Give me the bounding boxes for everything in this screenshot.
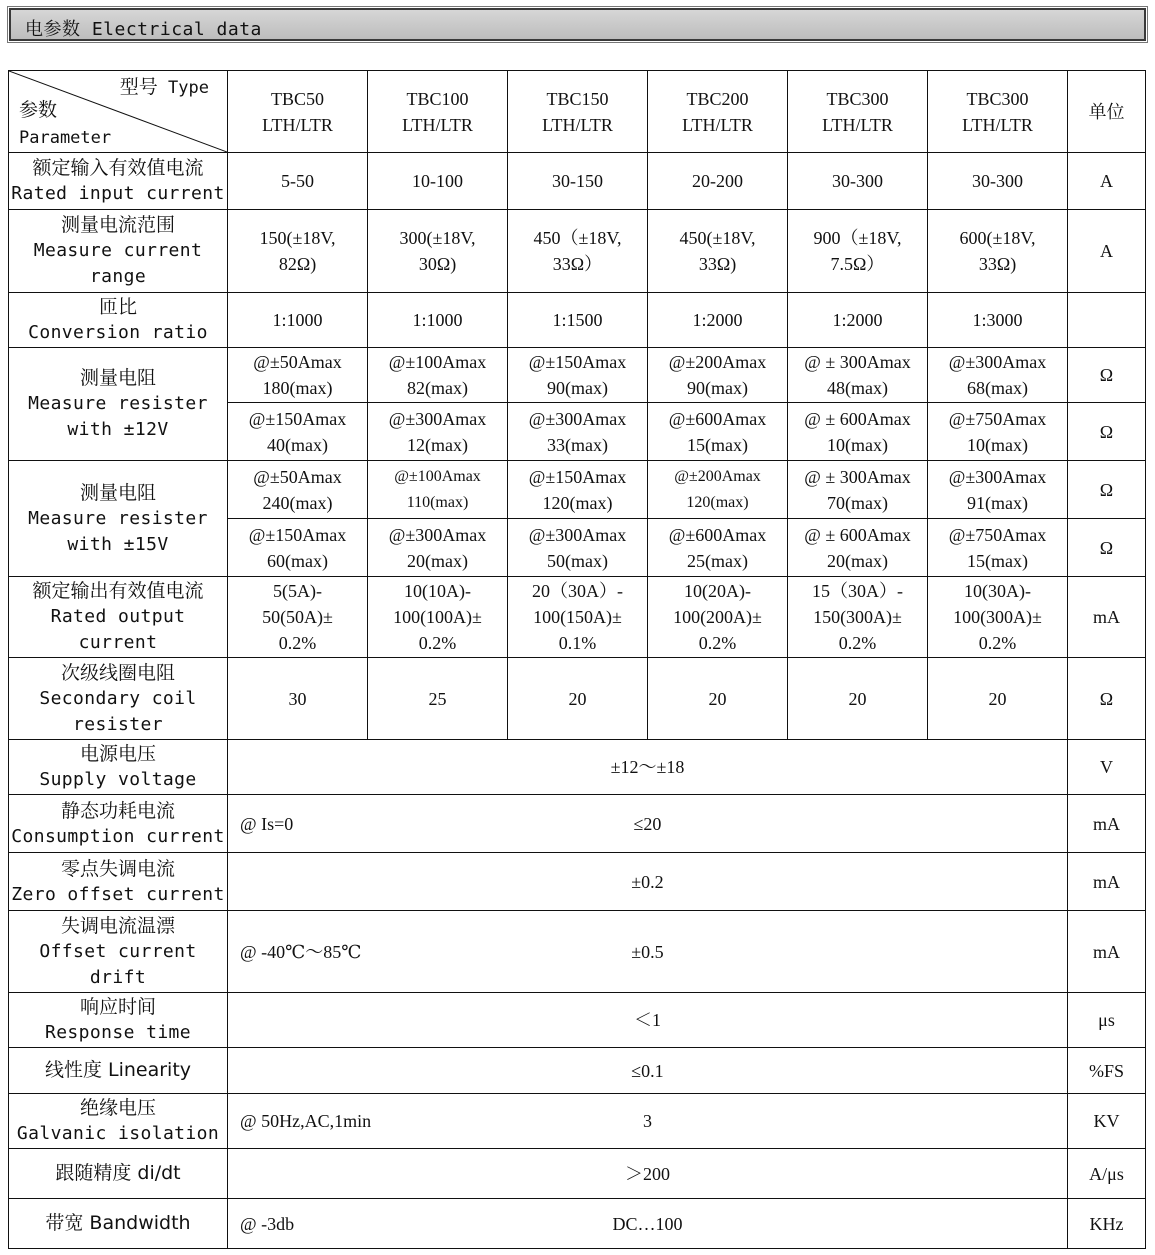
unit-cell: Ω xyxy=(1068,348,1146,403)
merged-value-cell: ＞200 xyxy=(228,1149,1068,1199)
unit-cell xyxy=(1068,293,1146,348)
header-corner-cell xyxy=(9,71,228,153)
value-cell: 450(±18V, 33Ω) xyxy=(648,210,788,293)
value-cell: @±300Amax 20(max) xyxy=(368,519,508,577)
value-cell: 30-150 xyxy=(508,153,648,210)
value-cell: 10(10A)- 100(100A)± 0.2% xyxy=(368,577,508,658)
merged-value-cell xyxy=(228,1094,1068,1149)
model-header: TBC100 LTH/LTR xyxy=(368,71,508,153)
value-cell: 150(±18V, 82Ω) xyxy=(228,210,368,293)
unit-cell: mA xyxy=(1068,577,1146,658)
value-cell: 450（±18V, 33Ω） xyxy=(508,210,648,293)
param-cell: 带宽 Bandwidth xyxy=(9,1199,228,1249)
row-rated-output xyxy=(9,577,1146,658)
value-cell: 10(30A)- 100(300A)± 0.2% xyxy=(928,577,1068,658)
value-cell: 25 xyxy=(368,658,508,740)
value-cell: @±50Amax 180(max) xyxy=(228,348,368,403)
condition-text: @ -3db xyxy=(240,1213,295,1234)
value-cell: 20 xyxy=(928,658,1068,740)
merged-value-cell xyxy=(228,911,1068,993)
unit-cell: mA xyxy=(1068,853,1146,911)
value-cell: 600(±18V, 33Ω) xyxy=(928,210,1068,293)
value-cell: 30-300 xyxy=(788,153,928,210)
unit-cell: %FS xyxy=(1068,1048,1146,1094)
value-cell: @ ± 300Amax 48(max) xyxy=(788,348,928,403)
row-linearity xyxy=(9,1048,1146,1094)
value-cell: @±300Amax 50(max) xyxy=(508,519,648,577)
row-consumption-current xyxy=(9,795,1146,853)
value-text: ±0.5 xyxy=(631,941,664,962)
value-cell: @±300Amax 68(max) xyxy=(928,348,1068,403)
value-cell: 15（30A）- 150(300A)± 0.2% xyxy=(788,577,928,658)
value-cell: @ ± 600Amax 10(max) xyxy=(788,403,928,461)
value-cell: 10-100 xyxy=(368,153,508,210)
unit-cell: A/μs xyxy=(1068,1149,1146,1199)
param-cell: 额定输入有效值电流 Rated input current xyxy=(9,153,228,210)
value-text: ≤20 xyxy=(633,813,662,834)
value-cell: @±200Amax 120(max) xyxy=(648,461,788,519)
header-row xyxy=(9,71,1146,153)
unit-cell: A xyxy=(1068,153,1146,210)
electrical-data-table xyxy=(8,70,1146,1249)
param-cell: 跟随精度 di/dt xyxy=(9,1149,228,1199)
param-label-en: Parameter xyxy=(19,128,112,148)
param-cell: 电源电压 Supply voltage xyxy=(9,740,228,795)
value-cell: 5-50 xyxy=(228,153,368,210)
value-cell: @±600Amax 25(max) xyxy=(648,519,788,577)
value-cell: @±750Amax 10(max) xyxy=(928,403,1068,461)
value-cell: 10(20A)- 100(200A)± 0.2% xyxy=(648,577,788,658)
param-cell: 测量电流范围 Measure current range xyxy=(9,210,228,293)
unit-cell: Ω xyxy=(1068,519,1146,577)
row-resister-15v-a xyxy=(9,461,1146,519)
unit-cell: Ω xyxy=(1068,461,1146,519)
model-header: TBC300 LTH/LTR xyxy=(928,71,1068,153)
unit-cell: KV xyxy=(1068,1094,1146,1149)
value-cell: @±750Amax 15(max) xyxy=(928,519,1068,577)
row-measure-range xyxy=(9,210,1146,293)
value-cell: @±600Amax 15(max) xyxy=(648,403,788,461)
unit-cell: mA xyxy=(1068,911,1146,993)
value-cell: @±150Amax 90(max) xyxy=(508,348,648,403)
model-header: TBC50 LTH/LTR xyxy=(228,71,368,153)
row-supply-voltage xyxy=(9,740,1146,795)
value-cell: @±100Amax 110(max) xyxy=(368,461,508,519)
param-cell: 失调电流温漂 Offset current drift xyxy=(9,911,228,993)
value-cell: 30 xyxy=(228,658,368,740)
param-cell: 静态功耗电流 Consumption current xyxy=(9,795,228,853)
unit-cell: A xyxy=(1068,210,1146,293)
condition-text: @ 50Hz,AC,1min xyxy=(240,1111,372,1131)
merged-value-cell: ±12～±18 xyxy=(228,740,1068,795)
value-text: 3 xyxy=(643,1111,652,1131)
value-cell: 5(5A)- 50(50A)± 0.2% xyxy=(228,577,368,658)
row-bandwidth xyxy=(9,1199,1146,1249)
type-label-cn: 型号 xyxy=(119,76,158,98)
value-cell: 20（30A）- 100(150A)± 0.1% xyxy=(508,577,648,658)
value-cell: 300(±18V, 30Ω) xyxy=(368,210,508,293)
unit-cell: μs xyxy=(1068,993,1146,1048)
value-cell: 1:3000 xyxy=(928,293,1068,348)
merged-value-cell xyxy=(228,795,1068,853)
merged-value-cell: ＜1 xyxy=(228,993,1068,1048)
type-label xyxy=(120,74,209,101)
merged-value-cell: ≤0.1 xyxy=(228,1048,1068,1094)
value-cell: @±300Amax 33(max) xyxy=(508,403,648,461)
value-cell: 1:1500 xyxy=(508,293,648,348)
unit-cell: KHz xyxy=(1068,1199,1146,1249)
condition-text: @ -40℃～85℃ xyxy=(240,941,362,962)
value-cell: @±50Amax 240(max) xyxy=(228,461,368,519)
value-cell: 30-300 xyxy=(928,153,1068,210)
unit-cell: V xyxy=(1068,740,1146,795)
merged-value-cell xyxy=(228,1199,1068,1249)
row-galvanic-isolation xyxy=(9,1094,1146,1149)
value-cell: 1:1000 xyxy=(368,293,508,348)
row-zero-offset xyxy=(9,853,1146,911)
value-cell: @±150Amax 40(max) xyxy=(228,403,368,461)
unit-cell: Ω xyxy=(1068,658,1146,740)
value-cell: @±150Amax 60(max) xyxy=(228,519,368,577)
value-cell: @ ± 600Amax 20(max) xyxy=(788,519,928,577)
unit-header: 单位 xyxy=(1068,71,1146,153)
row-secondary-coil xyxy=(9,658,1146,740)
value-cell: 20 xyxy=(648,658,788,740)
value-cell: @ ± 300Amax 70(max) xyxy=(788,461,928,519)
row-offset-drift xyxy=(9,911,1146,993)
value-cell: 20-200 xyxy=(648,153,788,210)
row-rated-input xyxy=(9,153,1146,210)
value-cell: 900（±18V, 7.5Ω） xyxy=(788,210,928,293)
type-label-en: Type xyxy=(168,78,209,98)
row-response-time xyxy=(9,993,1146,1048)
param-cell: 线性度 Linearity xyxy=(9,1048,228,1094)
param-cell: 绝缘电压 Galvanic isolation xyxy=(9,1094,228,1149)
unit-cell: Ω xyxy=(1068,403,1146,461)
param-cell: 测量电阻 Measure resister with ±15V xyxy=(9,461,228,577)
row-resister-12v-a xyxy=(9,348,1146,403)
param-cell: 次级线圈电阻 Secondary coil resister xyxy=(9,658,228,740)
value-cell: @±300Amax 12(max) xyxy=(368,403,508,461)
param-cell: 额定输出有效值电流 Rated output current xyxy=(9,577,228,658)
row-conversion-ratio xyxy=(9,293,1146,348)
value-cell: @±200Amax 90(max) xyxy=(648,348,788,403)
merged-value-cell: ±0.2 xyxy=(228,853,1068,911)
param-label-cn: 参数 xyxy=(19,99,58,121)
value-cell: 1:2000 xyxy=(648,293,788,348)
param-cell: 测量电阻 Measure resister with ±12V xyxy=(9,348,228,461)
unit-cell: mA xyxy=(1068,795,1146,853)
section-title-bar xyxy=(9,8,1146,41)
value-cell: 20 xyxy=(788,658,928,740)
param-cell: 响应时间 Response time xyxy=(9,993,228,1048)
row-didt xyxy=(9,1149,1146,1199)
value-cell: 1:2000 xyxy=(788,293,928,348)
value-text: DC…100 xyxy=(612,1213,683,1234)
value-cell: @±100Amax 82(max) xyxy=(368,348,508,403)
model-header: TBC200 LTH/LTR xyxy=(648,71,788,153)
condition-text: @ Is=0 xyxy=(240,813,294,834)
value-cell: @±300Amax 91(max) xyxy=(928,461,1068,519)
param-cell: 零点失调电流 Zero offset current xyxy=(9,853,228,911)
param-cell: 匝比 Conversion ratio xyxy=(9,293,228,348)
value-cell: @±150Amax 120(max) xyxy=(508,461,648,519)
model-header: TBC300 LTH/LTR xyxy=(788,71,928,153)
section-title: 电参数 Electrical data xyxy=(25,19,262,40)
value-cell: 20 xyxy=(508,658,648,740)
model-header: TBC150 LTH/LTR xyxy=(508,71,648,153)
value-cell: 1:1000 xyxy=(228,293,368,348)
